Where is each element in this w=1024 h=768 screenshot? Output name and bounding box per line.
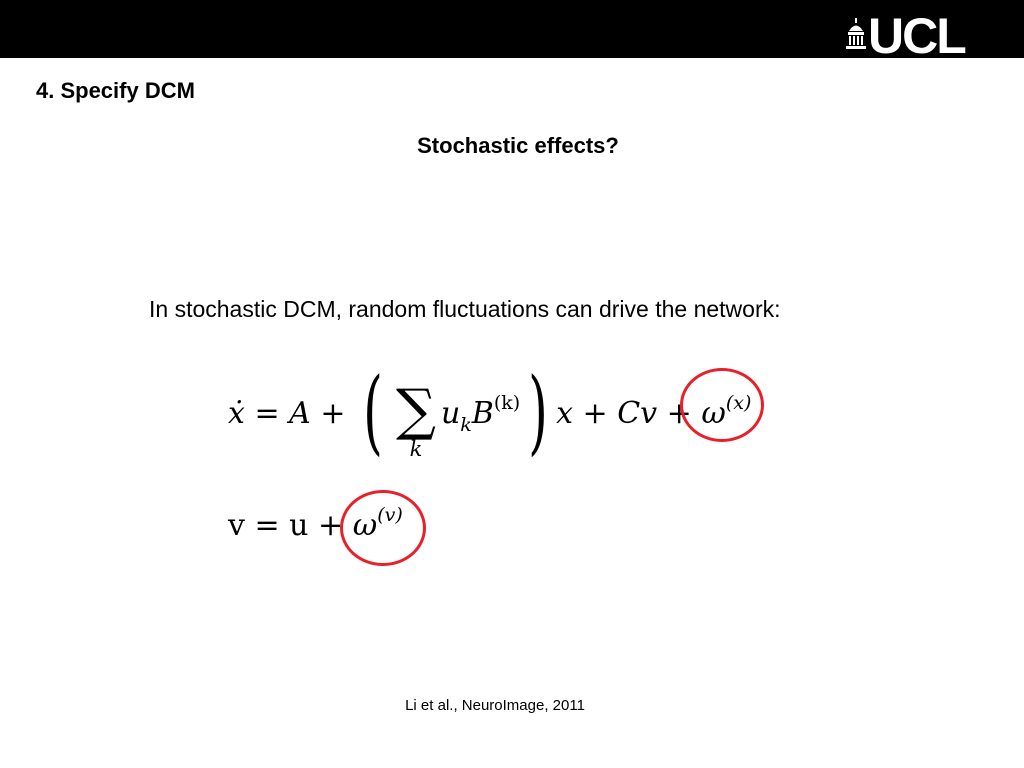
eq2-v: v bbox=[228, 508, 245, 543]
eq2-equals: = bbox=[244, 508, 290, 543]
eq1-u: u bbox=[440, 396, 461, 431]
equation-state bbox=[228, 358, 752, 465]
citation: Li et al., NeuroImage, 2011 bbox=[405, 697, 585, 714]
sum-index: k bbox=[409, 437, 423, 461]
eq1-x: x bbox=[556, 396, 573, 431]
section-title: 4. Specify DCM bbox=[36, 78, 195, 103]
eq2-omega: ω bbox=[352, 508, 378, 543]
eq1-lhs: ẋ bbox=[228, 396, 245, 431]
eq1-plus1: + bbox=[310, 396, 356, 431]
eq2-u: u bbox=[289, 508, 309, 543]
eq2-plus: + bbox=[308, 508, 353, 543]
eq1-b: B bbox=[471, 396, 494, 431]
eq1-omega: ω bbox=[701, 396, 726, 431]
logo-text: UCL bbox=[868, 8, 965, 64]
eq1-u-sub: k bbox=[460, 414, 472, 436]
eq2-omega-sup: (v) bbox=[377, 504, 403, 526]
ucl-logo bbox=[846, 8, 996, 64]
eq1-cv: Cv bbox=[617, 396, 658, 431]
eq1-omega-sup: (x) bbox=[725, 392, 752, 414]
eq1-b-sup: (k) bbox=[493, 392, 521, 414]
sum-symbol: ∑ bbox=[395, 378, 436, 443]
portico-icon bbox=[846, 18, 866, 52]
highlight-circle-state-noise bbox=[680, 368, 764, 442]
eq1-a: A bbox=[289, 396, 311, 431]
eq1-plus2: + bbox=[573, 396, 618, 431]
eq1-plus3: + bbox=[657, 396, 702, 431]
left-paren: ( bbox=[363, 358, 383, 465]
highlight-circle-input-noise bbox=[340, 490, 426, 566]
right-paren: ) bbox=[528, 358, 548, 465]
slide-title: Stochastic effects? bbox=[417, 133, 619, 158]
eq1-equals: = bbox=[244, 396, 290, 431]
intro-text: In stochastic DCM, random fluctuations can drive the network: bbox=[149, 296, 781, 322]
summation bbox=[391, 378, 441, 461]
